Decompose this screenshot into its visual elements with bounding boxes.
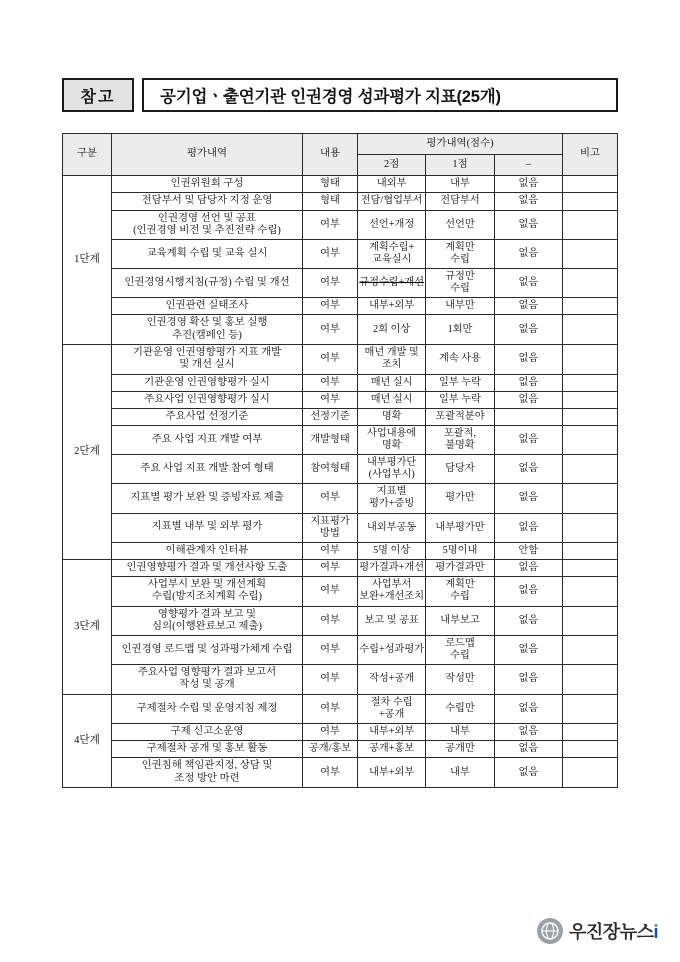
row-score-2: 내부+외부 (358, 758, 426, 788)
row-note (563, 455, 618, 484)
row-item: 영향평가 결과 보고 및 심의(이행완료보고 제출) (112, 606, 303, 636)
row-score-1: 내부만 (426, 298, 494, 315)
row-item: 인권위원회 구성 (112, 176, 303, 193)
row-item: 이해관계자 인터뷰 (112, 542, 303, 559)
table-row (63, 210, 618, 240)
table-row (63, 240, 618, 269)
row-note (563, 758, 618, 788)
row-item: 기관운영 인권영향평가 지표 개발 및 개선 실시 (112, 344, 303, 374)
row-score-0: 없음 (494, 210, 562, 240)
row-score-2: 매년 실시 (358, 374, 426, 391)
row-item: 인권경영시행지침(규정) 수립 및 개선 (112, 269, 303, 298)
row-score-1: 규정만 수립 (426, 269, 494, 298)
row-content: 여부 (303, 723, 358, 740)
row-content: 형태 (303, 176, 358, 193)
row-note (563, 694, 618, 723)
stage-label: 2단계 (63, 344, 112, 559)
table-row (63, 391, 618, 408)
table-row (63, 636, 618, 665)
table-row (63, 193, 618, 210)
row-score-0: 없음 (494, 577, 562, 607)
header-score-0: – (494, 155, 562, 176)
table-row (63, 426, 618, 455)
row-item: 지표별 평가 보완 및 증빙자료 제출 (112, 484, 303, 513)
row-content: 여부 (303, 758, 358, 788)
row-score-2: 매년 실시 (358, 391, 426, 408)
row-content: 여부 (303, 269, 358, 298)
row-note (563, 210, 618, 240)
row-item: 인권경영 선언 및 공표 (인권경영 비전 및 추진전략 수립) (112, 210, 303, 240)
row-score-0: 없음 (494, 484, 562, 513)
row-score-1: 공개만 (426, 741, 494, 758)
row-note (563, 193, 618, 210)
row-score-2: 명확 (358, 409, 426, 426)
row-note (563, 391, 618, 408)
row-score-1: 내부 (426, 176, 494, 193)
table-row (63, 606, 618, 636)
stage-label: 3단계 (63, 559, 112, 694)
row-item: 사업부시 보완 및 개선계획 수립(방지조치계획 수립) (112, 577, 303, 607)
row-score-1: 계획만 수립 (426, 240, 494, 269)
row-score-2: 매년 개발 및 조치 (358, 344, 426, 374)
document-header (62, 78, 618, 112)
table-row (63, 513, 618, 542)
row-item: 주요사업 선정기준 (112, 409, 303, 426)
row-score-2: 작성+공개 (358, 665, 426, 695)
row-score-0: 없음 (494, 298, 562, 315)
header-score-2: 2점 (358, 155, 426, 176)
table-body (63, 176, 618, 788)
row-item: 주요 사업 지표 개발 참여 형태 (112, 455, 303, 484)
row-score-0: 없음 (494, 513, 562, 542)
row-score-1: 평가만 (426, 484, 494, 513)
row-note (563, 577, 618, 607)
row-score-1: 내부 (426, 758, 494, 788)
row-item: 구제 신고소운영 (112, 723, 303, 740)
table-head (63, 134, 618, 176)
row-item: 구제절차 수립 및 운영지침 제정 (112, 694, 303, 723)
row-score-2: 보고 및 공표 (358, 606, 426, 636)
row-item: 지표별 내부 및 외부 평가 (112, 513, 303, 542)
table-header-row-1 (63, 134, 618, 155)
row-note (563, 484, 618, 513)
row-content: 여부 (303, 559, 358, 576)
row-score-2: 내외부공동 (358, 513, 426, 542)
row-note (563, 315, 618, 345)
row-note (563, 665, 618, 695)
row-item: 인권관련 실태조사 (112, 298, 303, 315)
row-item: 주요사업 인권영향평가 실시 (112, 391, 303, 408)
row-score-0: 없음 (494, 193, 562, 210)
row-score-0: 없음 (494, 315, 562, 345)
row-content: 여부 (303, 374, 358, 391)
table-row (63, 176, 618, 193)
row-score-0: 없음 (494, 559, 562, 576)
table-row (63, 298, 618, 315)
row-content: 여부 (303, 298, 358, 315)
row-score-1: 계획만 수립 (426, 577, 494, 607)
row-content: 여부 (303, 315, 358, 345)
row-note (563, 741, 618, 758)
table-row (63, 484, 618, 513)
row-score-0: 없음 (494, 694, 562, 723)
row-content: 형태 (303, 193, 358, 210)
table-row (63, 374, 618, 391)
row-content: 선정기준 (303, 409, 358, 426)
table-row (63, 694, 618, 723)
row-note (563, 344, 618, 374)
table-row (63, 542, 618, 559)
row-score-0: 없음 (494, 758, 562, 788)
row-score-0: 없음 (494, 665, 562, 695)
row-note (563, 542, 618, 559)
table-row (63, 315, 618, 345)
row-score-0: 없음 (494, 636, 562, 665)
row-score-0: 없음 (494, 455, 562, 484)
row-item: 교육계획 수립 및 교육 실시 (112, 240, 303, 269)
row-score-1: 계속 사용 (426, 344, 494, 374)
row-item: 인권침해 책임관지정, 상담 및 조정 방안 마련 (112, 758, 303, 788)
row-content: 여부 (303, 606, 358, 636)
row-score-2: 규정수립+개선 (358, 269, 426, 298)
row-score-1: 내부평가만 (426, 513, 494, 542)
row-note (563, 176, 618, 193)
row-content: 여부 (303, 484, 358, 513)
row-score-2: 절차 수립 +공개 (358, 694, 426, 723)
table-row (63, 665, 618, 695)
table-row (63, 758, 618, 788)
row-item: 기관운영 인권영향평가 실시 (112, 374, 303, 391)
row-score-1: 5명이내 (426, 542, 494, 559)
row-score-0: 없음 (494, 344, 562, 374)
row-score-0: 없음 (494, 374, 562, 391)
row-score-2: 사업내용에 명확 (358, 426, 426, 455)
header-content: 내용 (303, 134, 358, 176)
row-content: 참여형태 (303, 455, 358, 484)
page-title: 공기업ㆍ출연기관 인권경영 성과평가 지표(25개) (142, 78, 618, 112)
row-item: 인권경영 로드맵 및 성과평가체계 수립 (112, 636, 303, 665)
row-content: 여부 (303, 694, 358, 723)
row-content: 여부 (303, 577, 358, 607)
row-note (563, 606, 618, 636)
reference-badge: 참고 (62, 78, 134, 112)
row-item: 주요사업 영향평가 결과 보고서 작성 및 공개 (112, 665, 303, 695)
row-content: 여부 (303, 344, 358, 374)
row-item: 전담부서 및 담당자 지정 운영 (112, 193, 303, 210)
stage-label: 1단계 (63, 176, 112, 345)
row-score-1: 작성만 (426, 665, 494, 695)
row-score-2: 선언+개정 (358, 210, 426, 240)
stage-label: 4단계 (63, 694, 112, 787)
row-score-2: 공개+홍보 (358, 741, 426, 758)
row-score-1: 전담부서 (426, 193, 494, 210)
header-score-1: 1점 (426, 155, 494, 176)
row-score-2: 내부+외부 (358, 723, 426, 740)
row-item: 인권영향평가 결과 및 개선사항 도출 (112, 559, 303, 576)
row-score-0: 없음 (494, 741, 562, 758)
row-score-1: 1회만 (426, 315, 494, 345)
row-score-2: 전담/협업부서 (358, 193, 426, 210)
row-score-0: 없음 (494, 176, 562, 193)
table-row (63, 269, 618, 298)
row-score-2: 내부+외부 (358, 298, 426, 315)
header-item: 평가내역 (112, 134, 303, 176)
row-score-0: 안함 (494, 542, 562, 559)
row-note (563, 559, 618, 576)
row-content: 여부 (303, 210, 358, 240)
row-content: 공개/홍보 (303, 741, 358, 758)
row-score-2: 계획수립+ 교육실시 (358, 240, 426, 269)
row-item: 인권경영 확산 및 홍보 실행 추진(캠페인 등) (112, 315, 303, 345)
row-score-2: 2회 이상 (358, 315, 426, 345)
row-score-0: 없음 (494, 391, 562, 408)
row-score-1: 포괄적, 불명확 (426, 426, 494, 455)
row-content: 여부 (303, 542, 358, 559)
row-score-1: 일부 누락 (426, 374, 494, 391)
table-row (63, 455, 618, 484)
row-score-0: 없음 (494, 723, 562, 740)
row-content: 여부 (303, 636, 358, 665)
row-note (563, 269, 618, 298)
row-score-1: 포괄적분야 (426, 409, 494, 426)
row-score-0: 없음 (494, 240, 562, 269)
row-content: 지표평가 방법 (303, 513, 358, 542)
watermark-logo (537, 918, 658, 944)
row-score-0 (494, 409, 562, 426)
row-score-1: 내부 (426, 723, 494, 740)
row-score-1: 로드맵 수립 (426, 636, 494, 665)
row-score-1: 평가결과만 (426, 559, 494, 576)
table-row (63, 344, 618, 374)
row-note (563, 723, 618, 740)
header-note: 비고 (563, 134, 618, 176)
row-score-2: 내외부 (358, 176, 426, 193)
row-score-2: 5명 이상 (358, 542, 426, 559)
row-score-1: 선언만 (426, 210, 494, 240)
logo-text (569, 918, 658, 944)
table-row (63, 741, 618, 758)
logo-text-accent: i (653, 922, 658, 942)
row-content: 여부 (303, 391, 358, 408)
row-score-0: 없음 (494, 426, 562, 455)
row-score-2: 사업부서 보완+개선조치 (358, 577, 426, 607)
row-note (563, 409, 618, 426)
logo-text-main: 우진장뉴스 (569, 922, 654, 942)
row-score-1: 내부보고 (426, 606, 494, 636)
row-note (563, 636, 618, 665)
row-score-2: 내부평가단 (사업부시) (358, 455, 426, 484)
row-score-1: 일부 누락 (426, 391, 494, 408)
row-note (563, 426, 618, 455)
row-score-2: 지표별 평가+증빙 (358, 484, 426, 513)
table-row (63, 577, 618, 607)
indicator-table (62, 133, 618, 788)
row-item: 주요 사업 지표 개발 여부 (112, 426, 303, 455)
header-division: 구분 (63, 134, 112, 176)
row-score-2: 평가결과+개선 (358, 559, 426, 576)
row-score-0: 없음 (494, 606, 562, 636)
row-content: 여부 (303, 240, 358, 269)
row-note (563, 374, 618, 391)
header-score-group: 평가내역(점수) (358, 134, 563, 155)
row-content: 개발형태 (303, 426, 358, 455)
table-row (63, 723, 618, 740)
row-score-2: 수립+성과평가 (358, 636, 426, 665)
row-note (563, 513, 618, 542)
row-score-0: 없음 (494, 269, 562, 298)
row-note (563, 240, 618, 269)
row-score-1: 담당자 (426, 455, 494, 484)
row-note (563, 298, 618, 315)
table-row (63, 409, 618, 426)
row-score-1: 수립만 (426, 694, 494, 723)
row-item: 구제절차 공개 및 홍보 활동 (112, 741, 303, 758)
logo-globe-icon (537, 918, 563, 944)
row-content: 여부 (303, 665, 358, 695)
table-row (63, 559, 618, 576)
